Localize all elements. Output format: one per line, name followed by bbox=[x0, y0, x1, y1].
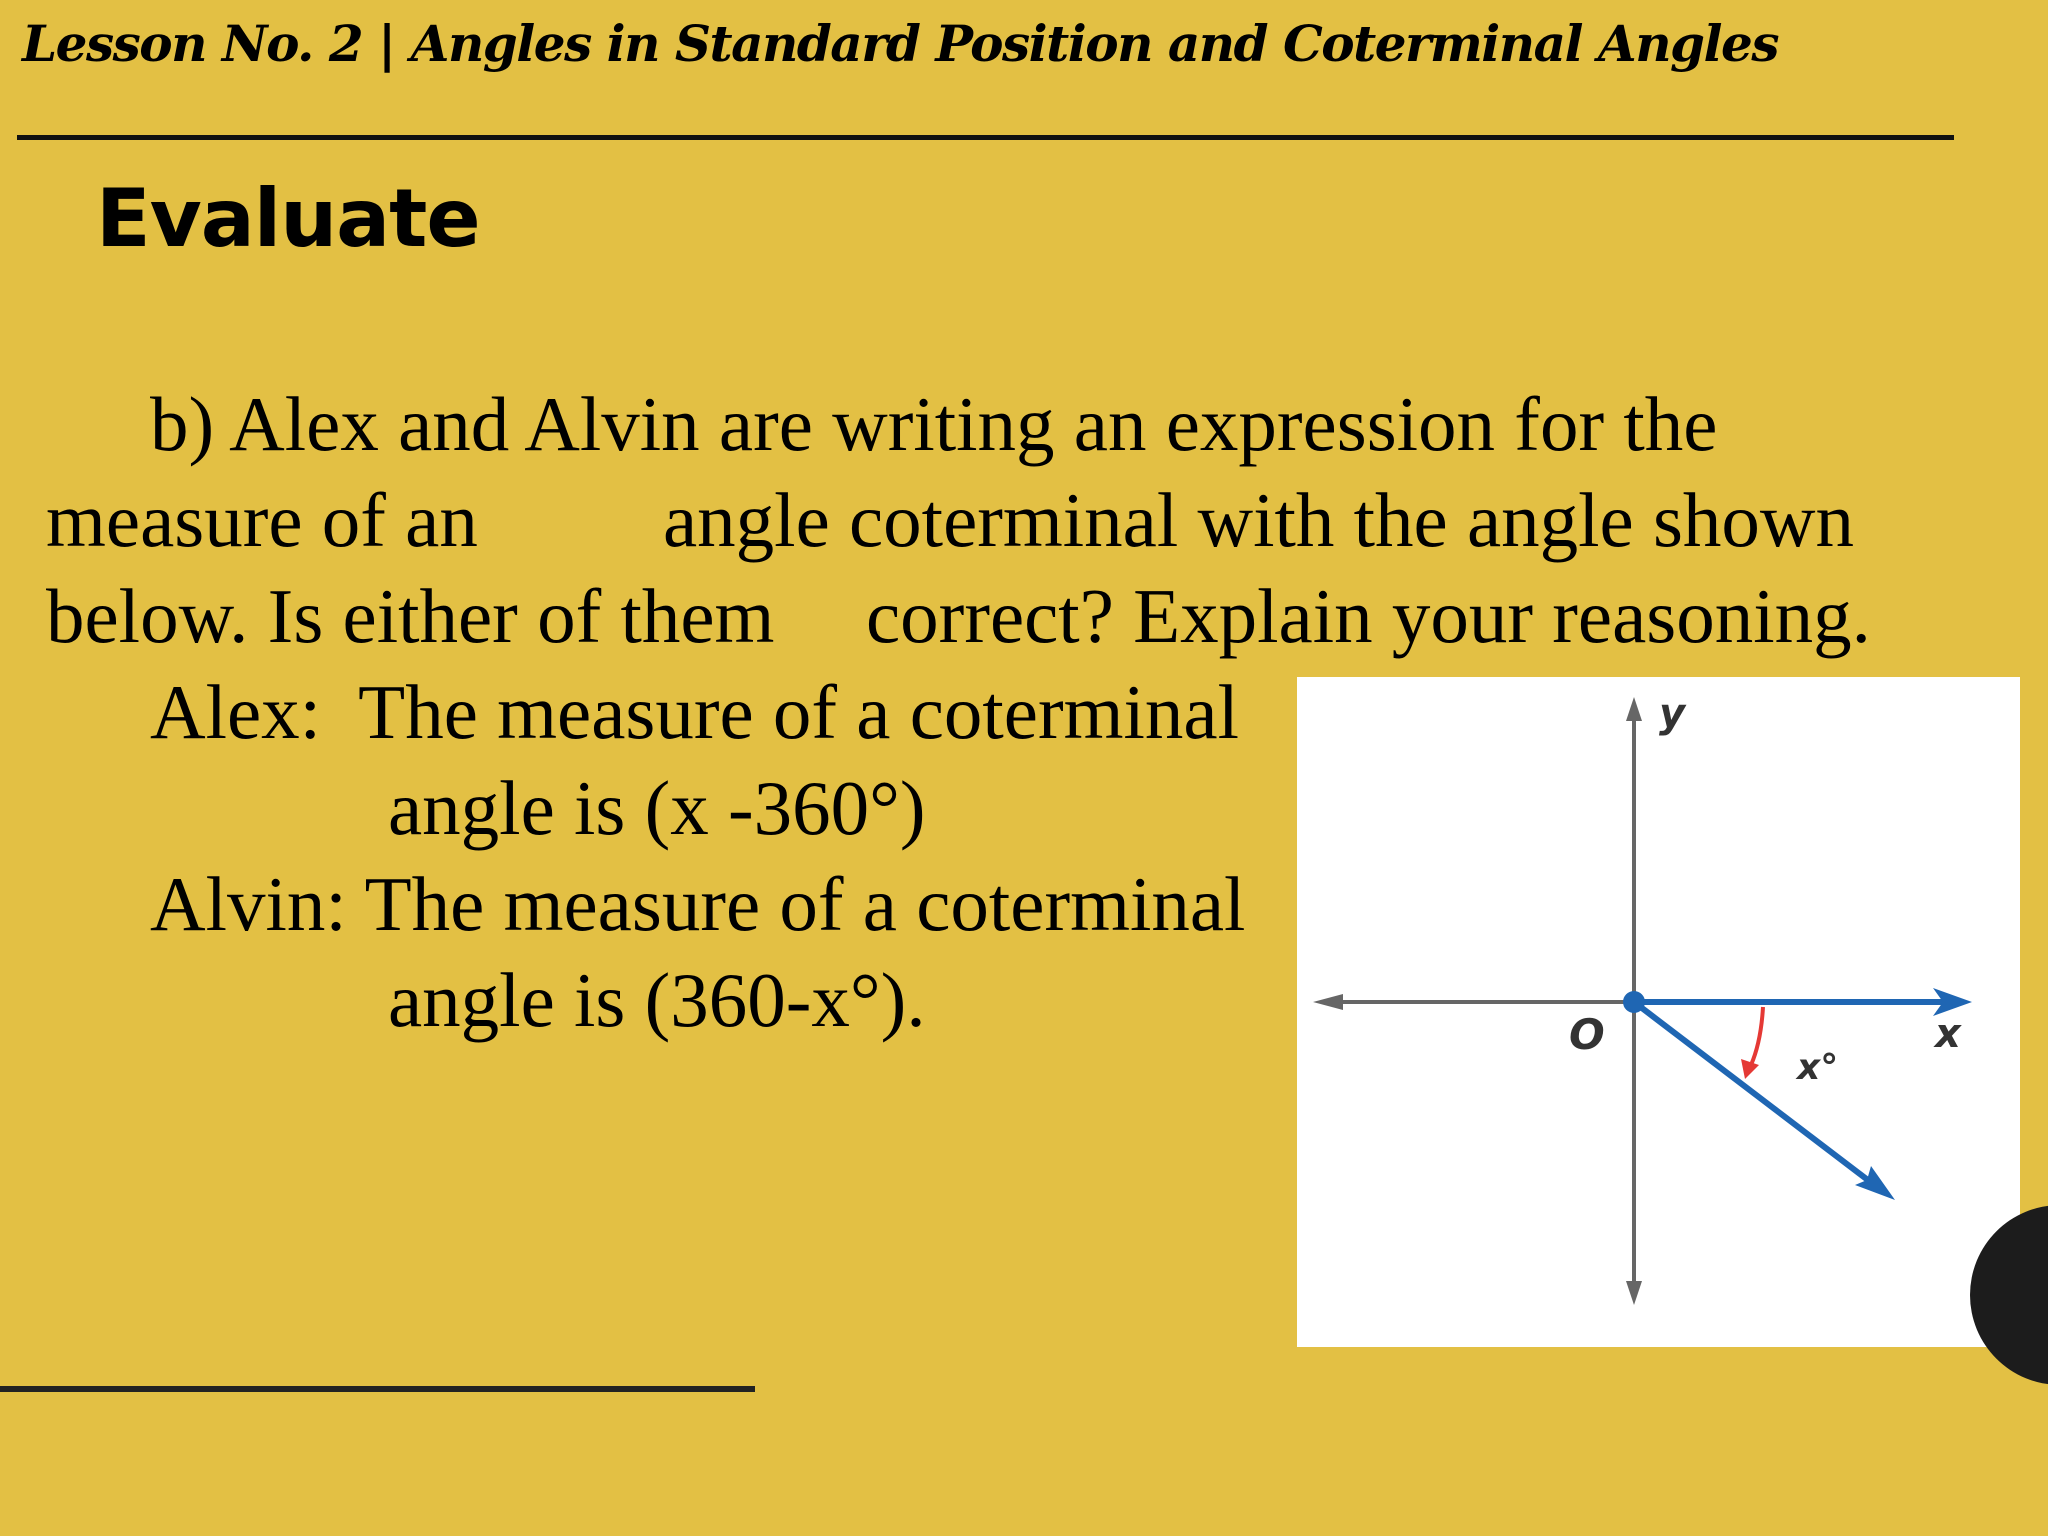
question-line-3b: correct? Explain your reasoning. bbox=[866, 573, 1871, 659]
bottom-divider bbox=[0, 1386, 755, 1392]
y-axis-arrow-down bbox=[1626, 1281, 1642, 1305]
lesson-title: Lesson No. 2 | Angles in Standard Position and Coterminal Angles bbox=[22, 14, 1778, 73]
header-divider bbox=[17, 135, 1954, 140]
angle-figure bbox=[1297, 677, 2020, 1347]
origin-point bbox=[1623, 991, 1645, 1013]
alvin-expression: angle is (360-x°). bbox=[388, 957, 926, 1043]
question-line-2a: measure of an bbox=[46, 477, 478, 563]
origin-label: O bbox=[1569, 1010, 1605, 1059]
question-line-1: b) Alex and Alvin are writing an expression for the bbox=[150, 381, 1718, 467]
question-line-3a: below. Is either of them bbox=[46, 573, 775, 659]
x-axis-arrow-left bbox=[1313, 994, 1343, 1010]
angle-arc bbox=[1751, 1007, 1763, 1065]
question-line-2b: angle coterminal with the angle shown bbox=[663, 477, 1855, 563]
alvin-statement: Alvin: The measure of a coterminal bbox=[150, 861, 1246, 947]
y-axis-arrow-up bbox=[1626, 697, 1642, 721]
terminal-side-ray bbox=[1634, 1002, 1877, 1187]
alex-expression: angle is (x -360°) bbox=[388, 765, 926, 851]
x-axis-label: x bbox=[1935, 1011, 1961, 1057]
section-heading: Evaluate bbox=[96, 172, 480, 265]
angle-arc-arrow bbox=[1741, 1059, 1759, 1079]
angle-measure-label: x° bbox=[1797, 1047, 1839, 1088]
alex-statement: Alex: The measure of a coterminal bbox=[150, 669, 1239, 755]
y-axis-label: y bbox=[1659, 691, 1686, 737]
